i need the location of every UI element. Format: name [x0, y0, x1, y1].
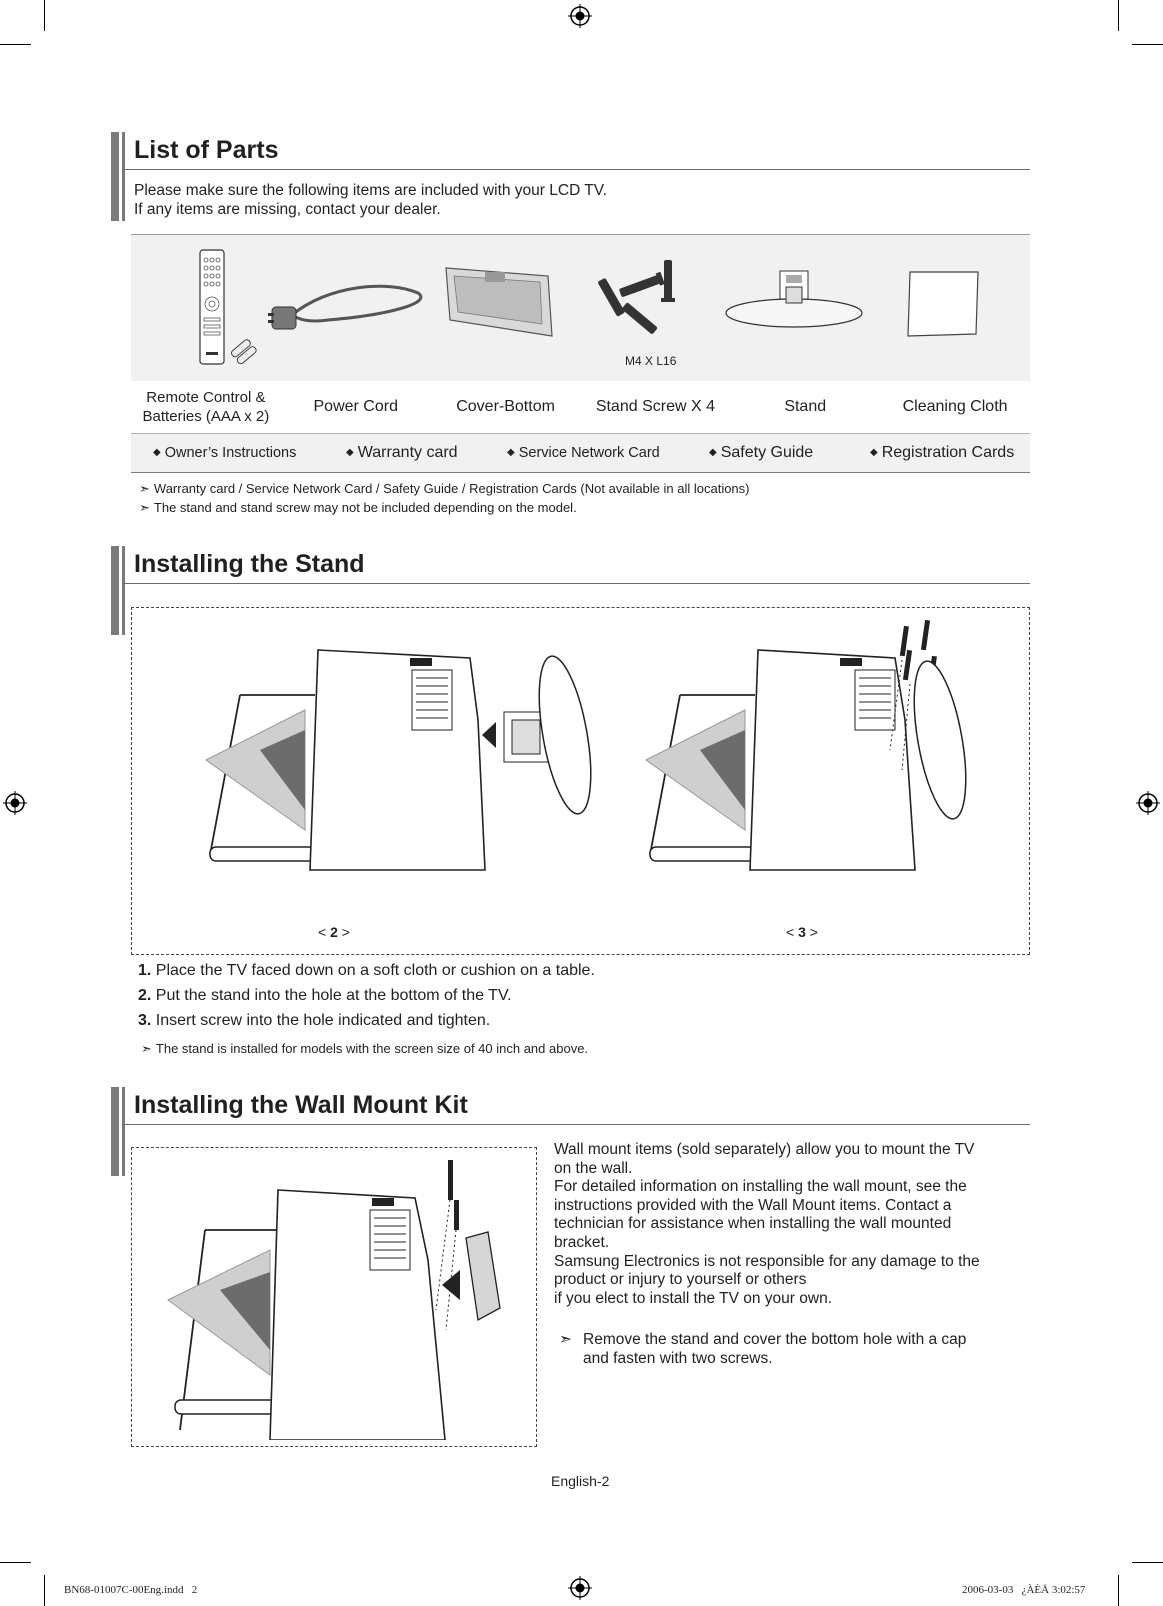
stand-step: 1. Place the TV faced down on a soft cloth or cushion on a table.	[138, 962, 595, 979]
parts-label-row	[131, 380, 1030, 433]
stand-note: ➣ The stand is installed for models with the screen size of 40 inch and above.	[141, 1041, 589, 1056]
crop-mark	[44, 0, 45, 31]
section-bar-thin	[122, 1087, 125, 1176]
stand-figure-3-illustration	[640, 620, 980, 890]
power-cord-icon	[268, 275, 428, 355]
wall-mount-note: ➣ Remove the stand and cover the bottom hole with a cap and fasten with two screws.	[559, 1331, 967, 1367]
section-bar-thin	[122, 546, 125, 635]
section-rule	[122, 169, 1030, 170]
section-bar-thin	[122, 132, 125, 221]
section-rule	[122, 1124, 1030, 1125]
remote-control-icon	[192, 248, 262, 368]
accessories-row	[131, 433, 1030, 473]
list-of-parts-title: List of Parts	[134, 136, 279, 164]
stand-step: 2. Put the stand into the hole at the bottom of the TV.	[138, 987, 512, 1004]
section-bar	[111, 546, 119, 635]
cover-bottom-icon	[440, 262, 560, 342]
accessory-item: ◆ Service Network Card	[507, 445, 660, 461]
part-label: Stand	[784, 398, 827, 415]
crop-mark	[1132, 44, 1163, 45]
parts-intro-line1: Please make sure the following items are included with your LCD TV.	[134, 182, 607, 199]
parts-image-panel	[131, 234, 1030, 381]
part-label: Cover-Bottom	[456, 398, 555, 415]
parts-note: ➣ The stand and stand screw may not be included depending on the model.	[139, 500, 577, 515]
stand-icon	[724, 265, 864, 335]
stand-step: 3. Insert screw into the hole indicated and tighten.	[138, 1012, 491, 1029]
crop-mark	[1132, 1562, 1163, 1563]
screws-icon	[590, 258, 700, 343]
crop-mark	[0, 44, 31, 45]
part-label: Remote Control & Batteries (AAA x 2)	[142, 388, 270, 425]
footer-timestamp: 2006-03-03 ¿ÀÈÄ 3:02:57	[962, 1584, 1086, 1596]
wall-mount-title: Installing the Wall Mount Kit	[134, 1091, 468, 1119]
registration-mark-icon	[1136, 791, 1160, 815]
page-number: English-2	[551, 1473, 610, 1489]
crop-mark	[44, 1575, 45, 1606]
wall-mount-illustration	[160, 1160, 530, 1440]
parts-intro-line2: If any items are missing, contact your dealer.	[134, 201, 441, 218]
note-arrow-icon: ➣	[141, 1041, 152, 1056]
crop-mark	[1118, 1575, 1119, 1606]
section-rule	[122, 583, 1030, 584]
installing-stand-title: Installing the Stand	[134, 550, 365, 578]
section-bar	[111, 1087, 119, 1176]
figure-3-caption: < 3 >	[786, 924, 818, 940]
footer-file-name: BN68-01007C-00Eng.indd 2	[64, 1584, 198, 1596]
registration-mark-icon	[568, 4, 592, 28]
registration-mark-icon	[3, 791, 27, 815]
note-arrow-icon: ➣	[139, 500, 150, 515]
part-label: Power Cord	[313, 398, 398, 415]
accessory-item: ◆ Warranty card	[346, 444, 458, 461]
figure-2-caption: < 2 >	[318, 924, 350, 940]
accessory-item: ◆ Safety Guide	[709, 444, 814, 461]
part-label: Cleaning Cloth	[902, 398, 1008, 415]
wall-mount-description: Wall mount items (sold separately) allow you to mount the TV on the wall. For detailed information on installing the wall mount, see the instructions provided with the Wall Mount items. Contact a technician for assistance when installing the wall mounted bracket. Samsung Electronics is not responsible for any damage to the product or injury to yourself or others if you elect to install the TV on your own.	[554, 1141, 980, 1307]
note-arrow-icon: ➣	[559, 1331, 572, 1348]
registration-mark-icon	[568, 1576, 592, 1600]
screw-spec-label: M4 X L16	[625, 354, 677, 368]
accessory-item: ◆ Registration Cards	[870, 444, 1015, 461]
note-arrow-icon: ➣	[139, 481, 150, 496]
parts-note: ➣ Warranty card / Service Network Card / Safety Guide / Registration Cards (Not available in all locations)	[139, 481, 750, 496]
section-bar	[111, 132, 119, 221]
cloth-icon	[906, 270, 982, 338]
stand-figure-2-illustration	[200, 640, 600, 890]
crop-mark	[1118, 0, 1119, 31]
part-label: Stand Screw X 4	[595, 398, 715, 415]
crop-mark	[0, 1562, 31, 1563]
accessory-item: ◆ Owner’s Instructions	[153, 445, 297, 461]
